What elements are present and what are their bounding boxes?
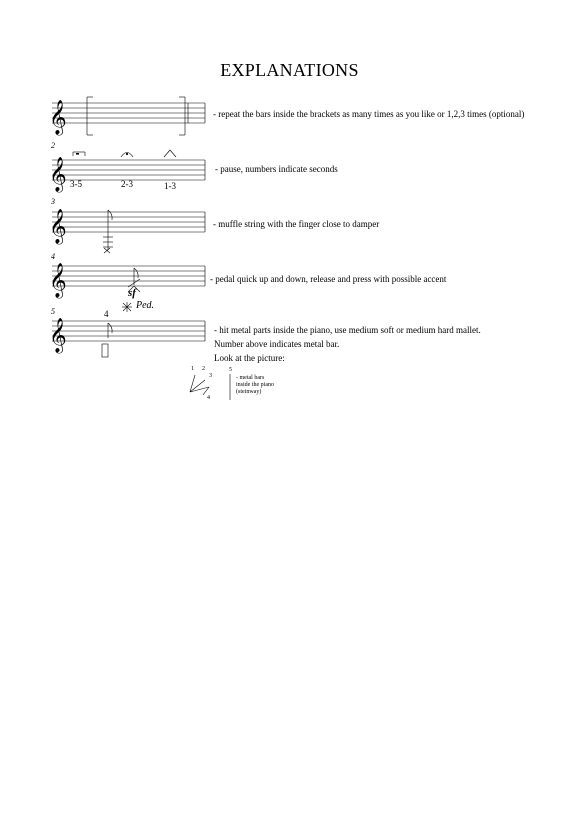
staff-5 (52, 321, 205, 341)
explanation-pause: - pause, numbers indicate seconds (215, 164, 338, 174)
muffled-note (103, 210, 113, 253)
staff-4 (52, 266, 205, 286)
pedal-release-icon (122, 302, 132, 312)
fermata-square-dot (76, 153, 79, 155)
picture-number: 5 (229, 367, 232, 373)
explanation-pedal: - pedal quick up and down, release and press with possible accent (210, 274, 447, 284)
picture-number: 1 (191, 366, 194, 372)
picture-number: 2 (202, 366, 205, 372)
picture-caption: - metal bars (236, 375, 265, 381)
treble-clef-icon: 𝄞 (49, 318, 67, 353)
treble-clef-icon: 𝄞 (49, 209, 67, 244)
dynamic-sforzando: sf (128, 287, 136, 299)
pause-label: 2-3 (121, 179, 133, 189)
fermata-short (164, 150, 176, 157)
system-number-2: 2 (51, 141, 55, 150)
system-number-4: 4 (51, 252, 55, 261)
metal-hit-note (102, 323, 112, 357)
picture-caption: (steinway) (236, 389, 262, 395)
treble-clef-icon: 𝄞 (49, 263, 67, 298)
system-number-3: 3 (51, 197, 55, 206)
staff-1 (52, 103, 205, 123)
treble-clef-icon: 𝄞 (49, 157, 67, 192)
explanation-metal-line-1: - hit metal parts inside the piano, use medium soft or medium hard mallet. (214, 325, 481, 335)
picture-caption: inside the piano (236, 382, 274, 388)
explanation-metal-line-3: Look at the picture: (214, 353, 285, 363)
staff-2 (52, 160, 205, 180)
fermata-dot (126, 153, 128, 155)
staff-3 (52, 212, 205, 232)
pause-label: 1-3 (164, 181, 176, 191)
system-number-5: 5 (51, 307, 55, 316)
pedal-marking: Ped. (136, 300, 155, 311)
picture-number: 4 (207, 395, 210, 401)
explanation-repeat: - repeat the bars inside the brackets as many times as you like or 1,2,3 times (optional) (213, 109, 525, 119)
picture-number: 3 (209, 373, 212, 379)
explanation-metal-line-2: Number above indicates metal bar. (214, 339, 340, 349)
treble-clef-icon: 𝄞 (49, 100, 67, 135)
explanation-muffle: - muffle string with the finger close to damper (213, 219, 380, 229)
pause-label: 3-5 (70, 179, 82, 189)
page-title: EXPLANATIONS (220, 60, 359, 80)
metal-bar-number: 4 (104, 309, 109, 319)
